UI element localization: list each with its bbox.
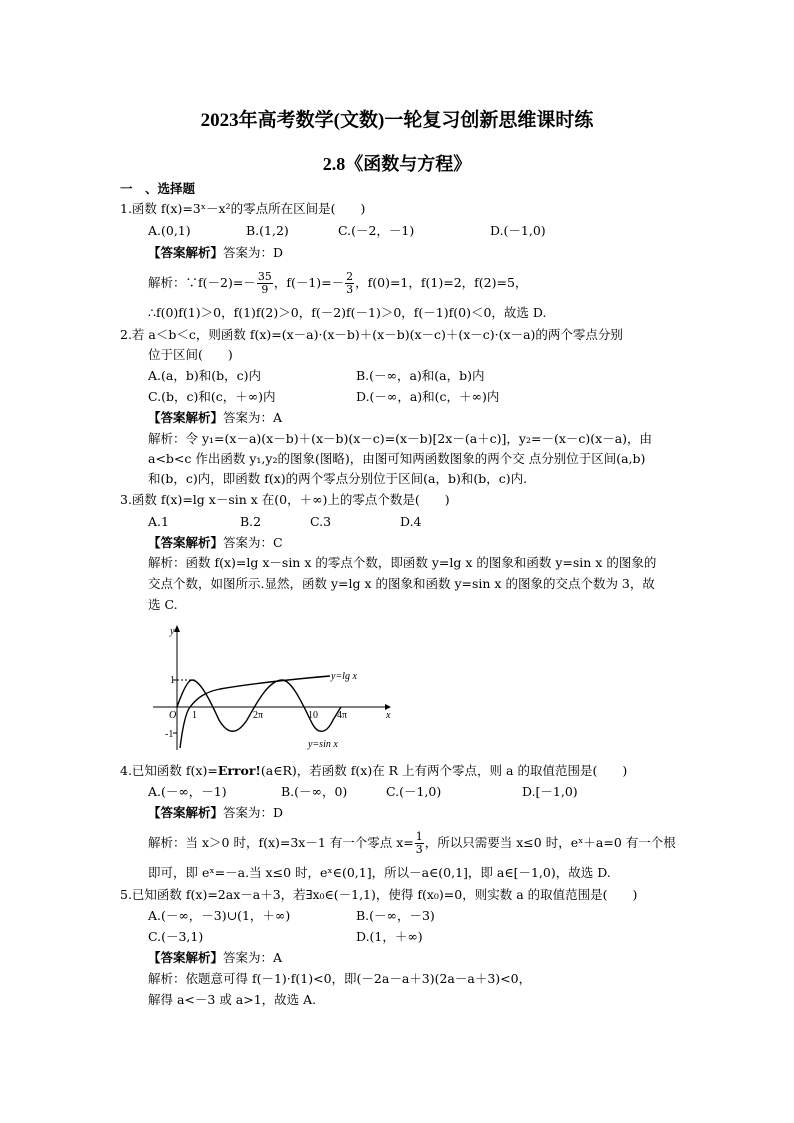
q3-option-d: D.4: [400, 514, 422, 529]
lg-label: y=lg x: [331, 671, 357, 682]
q4-answer: 答案为：D: [223, 805, 284, 820]
q5-option-a: A.(－∞，－3)∪(1，＋∞): [148, 908, 291, 923]
answer-tag: 【答案解析】: [148, 805, 224, 820]
q2-option-b: B.(－∞，a)和(a，b)内: [356, 368, 485, 383]
q2-solution-line3: 和(b，c)内，即函数 f(x)的两个零点分别位于区间(a，b)和(b，c)内.: [148, 471, 528, 486]
q3-solution-line3: 选 C.: [148, 597, 178, 612]
x-axis-label: x: [386, 710, 391, 721]
q4-solution-line1: 解析：当 x＞0 时，f(x)=3x－1 有一个零点 x= $\frac{1}{3}$ ，所以只需要当 x≤0 时，eˣ＋a=0 有一个根: [148, 830, 676, 856]
y-tick-1: 1: [170, 675, 175, 686]
q5-solution-line1: 解析：依题意可得 f(－1)·f(1)<0，即(－2a－a＋3)(2a－a＋3)<0，: [148, 971, 532, 986]
q5-option-b: B.(－∞，－3): [356, 908, 435, 923]
q1-option-c: C.(－2，－1): [338, 223, 415, 238]
q1-option-d: D.(－1,0): [490, 223, 546, 238]
q2-stem-line2: 位于区间( ): [148, 347, 233, 362]
fraction: $\frac{35}{9}$: [257, 270, 272, 296]
q1-stem: 1.函数 f(x)=3ˣ－x²的零点所在区间是( ): [120, 201, 366, 216]
answer-tag: 【答案解析】: [148, 410, 224, 425]
q1-solution-line2: ∴f(0)f(1)＞0，f(1)f(2)＞0，f(－2)f(－1)＞0，f(－1)f(0)＜0，故选 D.: [148, 305, 547, 320]
q1-option-a: A.(0,1): [148, 223, 191, 238]
q2-option-d: D.(－∞，a)和(c，＋∞)内: [356, 389, 500, 404]
x-tick-10: 10: [308, 710, 318, 721]
origin-label: O: [169, 710, 177, 721]
answer-tag: 【答案解析】: [148, 950, 224, 965]
q5-option-c: C.(－3,1): [148, 929, 204, 944]
q2-option-a: A.(a，b)和(b，c)内: [148, 368, 261, 383]
q3-answer: 答案为：C: [223, 535, 283, 550]
q5-stem: 5.已知函数 f(x)=2ax－a＋3，若∃x₀∈(－1,1)，使得 f(x₀)=0，则实数 a 的取值范围是( ): [120, 887, 638, 902]
sin-label: y=sin x: [308, 739, 338, 750]
q2-option-c: C.(b，c)和(c，＋∞)内: [148, 389, 276, 404]
q2-solution-line2: a<b<c 作出函数 y₁,y₂的图象(图略)，由图可知两函数图象的两个交 点分别位于区间(a,b): [148, 451, 646, 466]
q5-option-d: D.(1，＋∞): [356, 929, 423, 944]
answer-tag: 【答案解析】: [148, 245, 224, 260]
fraction: $\frac{2}{3}$: [346, 270, 354, 296]
q4-solution-line2: 即可，即 eˣ=－a.当 x≤0 时，eˣ∈(0,1]，所以－a∈(0,1]，即 a∈[－1,0)，故选 D.: [148, 865, 611, 880]
q3-solution-line2: 交点个数，如图所示.显然，函数 y=lg x 的图象和函数 y=sin x 的图象的交点个数为 3，故: [148, 576, 655, 591]
q3-stem: 3.函数 f(x)=lg x－sin x 在(0，＋∞)上的零点个数是( ): [120, 492, 450, 507]
fraction: $\frac{1}{3}$: [415, 830, 423, 856]
q3-option-a: A.1: [148, 514, 169, 529]
q3-option-b: B.2: [240, 514, 262, 529]
function-graph: [145, 620, 405, 755]
section-heading: 一 、选择题: [120, 181, 196, 196]
page-subtitle: 2.8《函数与方程》: [322, 154, 472, 174]
q5-solution-line2: 解得 a<－3 或 a>1，故选 A.: [148, 992, 317, 1007]
page-title: 2023年高考数学(文数)一轮复习创新思维课时练: [200, 110, 594, 131]
sin-curve: [177, 680, 341, 731]
q4-option-b: B.(－∞，0): [281, 784, 348, 799]
y-axis-arrow: [174, 625, 180, 632]
q4-stem: 4.已知函数 f(x)=Error!(a∈R)，若函数 f(x)在 R 上有两个零点，则 a 的取值范围是( ): [120, 763, 628, 778]
q4-option-a: A.(－∞，－1): [148, 784, 227, 799]
x-tick-4pi: 4π: [337, 710, 348, 721]
q3-solution-line1: 解析：函数 f(x)=lg x－sin x 的零点个数，即函数 y=lg x 的图象和函数 y=sin x 的图象的: [148, 555, 657, 570]
q1-option-b: B.(1,2): [246, 223, 289, 238]
x-tick-2pi: 2π: [253, 710, 264, 721]
q4-option-d: D.[－1,0): [522, 784, 578, 799]
y-tick-neg1: -1: [165, 729, 174, 740]
answer-tag: 【答案解析】: [148, 535, 224, 550]
q1-solution-line1: 解析：∵f(－2)=－ $\frac{35}{9}$ ，f(－1)=－ $\frac{2}{3}$ ，f(0)=1，f(1)=2，f(2)=5，: [148, 270, 528, 296]
q1-answer: 答案为：D: [223, 245, 284, 260]
q3-option-c: C.3: [310, 514, 332, 529]
q2-stem-line1: 2.若 a＜b＜c，则函数 f(x)=(x－a)·(x－b)＋(x－b)(x－c)＋(x－c)·(x－a)的两个零点分别: [120, 327, 623, 342]
q5-answer: 答案为：A: [223, 950, 283, 965]
q2-solution-line1: 解析：令 y₁=(x－a)(x－b)＋(x－b)(x－c)=(x－b)[2x－(a＋c)]，y₂=－(x－c)(x－a)，由: [148, 431, 653, 446]
y-axis-label: y: [170, 626, 175, 637]
q4-option-c: C.(－1,0): [386, 784, 442, 799]
q2-answer: 答案为：A: [223, 410, 283, 425]
x-tick-1: 1: [192, 710, 197, 721]
